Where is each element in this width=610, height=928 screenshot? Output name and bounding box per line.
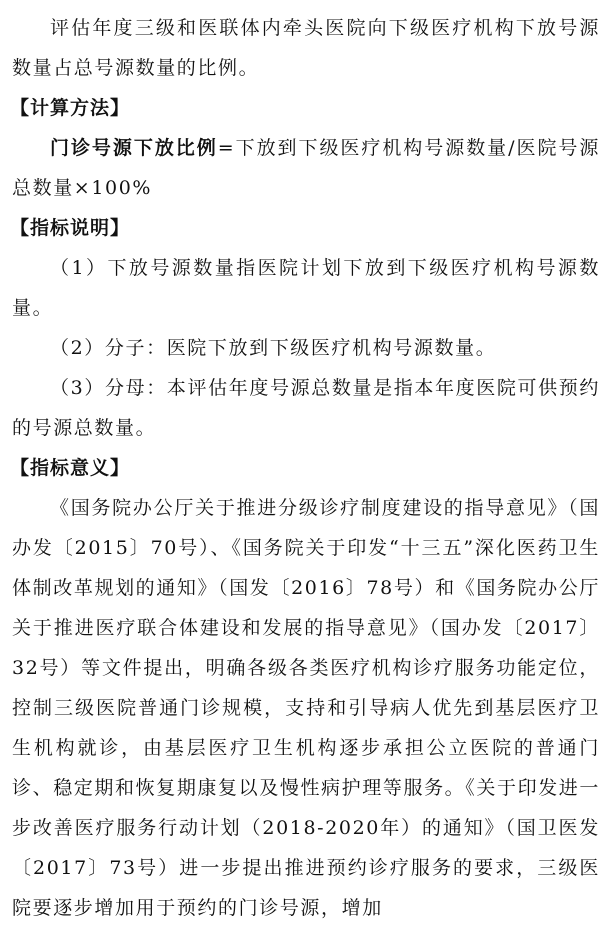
description-item-1: （1）下放号源数量指医院计划下放到下级医疗机构号源数量。 <box>12 257 600 319</box>
indicator-meaning-heading: 【指标意义】 <box>10 457 131 479</box>
indicator-description-heading: 【指标说明】 <box>10 217 131 239</box>
calc-formula-paragraph <box>12 128 600 208</box>
description-item-2: （2）分子：医院下放到下级医疗机构号源数量。 <box>50 337 497 359</box>
formula-expression: =下放到下级医疗机构号源数量/医院号源总数量×100% <box>12 137 600 199</box>
meaning-paragraph: 《国务院办公厅关于推进分级诊疗制度建设的指导意见》（国办发〔2015〕70号）、《国务院关于印发“十三五”深化医药卫生体制改革规划的通知》（国发〔2016〕78号）和《国务院办公厅关于推进医疗联合体建设和发展的指导意见》（国办发〔2017〕32号）等文件提出，明确各级各类医疗机构诊疗服务功能定位，控制三级医院普通门诊规模，支持和引导病人优先到基层医疗卫生机构就诊，由基层医疗卫生机构逐步承担公立医院的普通门诊、稳定期和恢复期康复以及慢性病护理等服务。《关于印发进一步改善医疗服务行动计划（2018-2020年）的通知》（国卫医发〔2017〕73号）进一步提出推进预约诊疗服务的要求，三级医院要逐步增加用于预约的门诊号源，增加 <box>12 497 600 919</box>
intro-paragraph: 评估年度三级和医联体内牵头医院向下级医疗机构下放号源数量占总号源数量的比例。 <box>12 17 600 79</box>
description-item-3: （3）分母：本评估年度号源总数量是指本年度医院可供预约的号源总数量。 <box>12 377 600 439</box>
formula-term: 门诊号源下放比例 <box>50 137 218 159</box>
calc-method-heading: 【计算方法】 <box>10 97 131 119</box>
